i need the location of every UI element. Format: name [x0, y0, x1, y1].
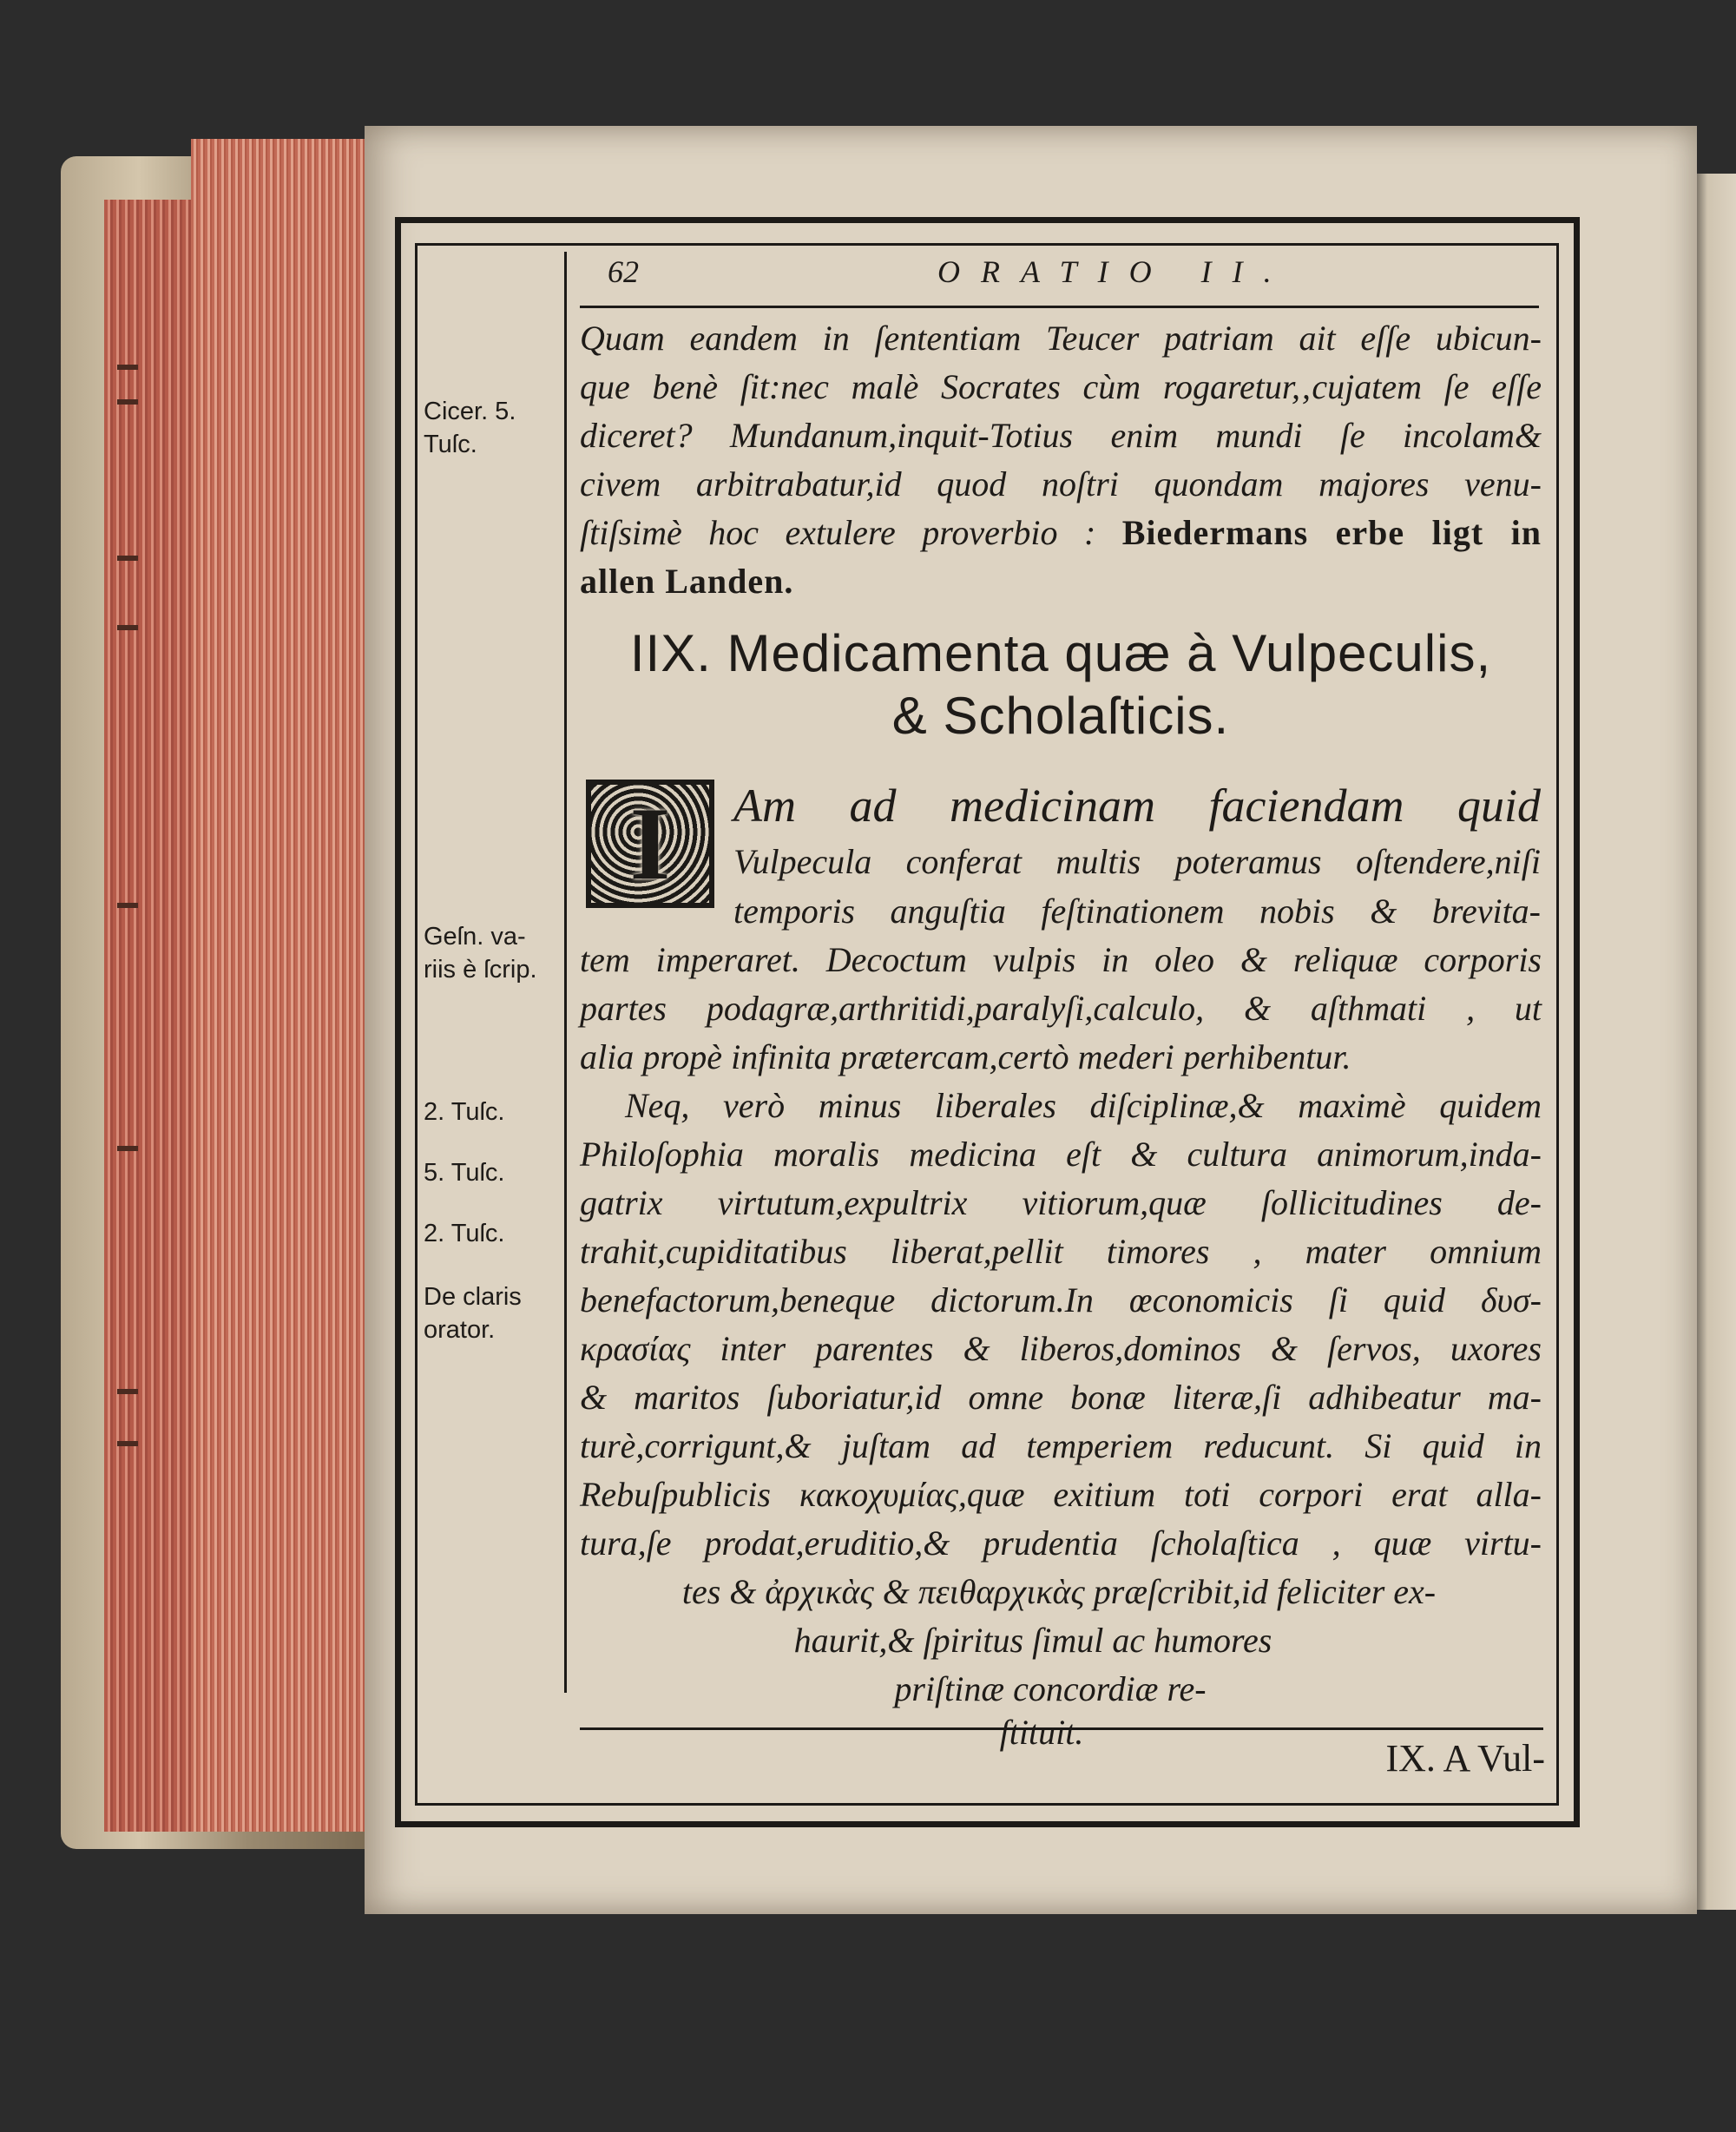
running-title: ORATIO II. [937, 254, 1292, 289]
margin-note: 2. Tuſc. [424, 1220, 505, 1247]
section-heading-line1: IIX. Medicamenta quæ à Vulpeculis, [629, 624, 1492, 682]
text-line: turè,corrigunt,& juſtam ad temperiem reducunt. Si quid in [580, 1426, 1542, 1465]
text-line: diceret? Mundanum,inquit-Totius enim mundi ſe incolam& [580, 416, 1542, 455]
text-line: & maritos ſuboriatur,id omne bonæ literæ,ſi adhibeatur ma- [580, 1378, 1542, 1417]
text-line: Philoſophia moralis medicina eſt & cultura animorum,inda- [580, 1135, 1542, 1174]
initial-letter: I [591, 785, 709, 903]
page-block-edges [191, 139, 373, 1832]
header-rule [580, 306, 1539, 308]
proverb-intro: ſtiſsimè hoc extulere proverbio : [580, 513, 1122, 552]
text-line: que benè ſit:nec malè Socrates cùm rogaretur,‚cujatem ſe eſſe [580, 367, 1542, 406]
text-line: alia propè infinita prætercam,certò mederi perhibentur. [580, 1037, 1351, 1076]
proverb-gothic-end: allen Landen. [580, 562, 794, 601]
margin-note: 2. Tuſc. [424, 1098, 505, 1126]
text-line: tura,ſe prodat,eruditio,& prudentia ſcholaſtica , quæ virtu- [580, 1523, 1542, 1563]
text-line: trahit,cupiditatibus liberat,pellit timores , mater omnium [580, 1232, 1542, 1271]
text-line-taper: ſtituit. [999, 1713, 1084, 1752]
margin-note: De claris orator. [424, 1283, 522, 1344]
decorated-initial [586, 780, 714, 908]
text-line: tem imperaret. Decoctum vulpis in oleo & reliquæ corporis [580, 940, 1542, 979]
page-number: 62 [608, 254, 639, 289]
margin-note: 5. Tuſc. [424, 1159, 505, 1187]
text-line: gatrix virtutum,expultrix vitiorum,quæ ſollicitudines de- [580, 1183, 1542, 1222]
running-head [608, 253, 1545, 297]
text-line: Quam eandem in ſententiam Teucer patriam ait eſſe ubicun- [580, 319, 1542, 358]
text-line-mixed [580, 509, 1542, 557]
margin-note: Cicer. 5. Tuſc. [424, 398, 516, 458]
margin-note: Geſn. va- riis è ſcrip. [424, 923, 537, 984]
text-line: benefactorum,beneque dictorum.In œconomicis ſi quid δυσ- [580, 1280, 1542, 1319]
text-line: temporis anguſtia feſtinationem nobis & brevita- [733, 892, 1541, 931]
catchword: IX. A Vul- [1385, 1737, 1545, 1780]
text-line: Neq, verò minus liberales diſciplinæ,& maximè quidem [625, 1086, 1542, 1125]
text-line: Vulpecula conferat multis poteramus oſtendere,niſi [733, 842, 1541, 881]
text-line: Rebuſpublicis κακοχυμίας,quæ exitium toti corpori erat alla- [580, 1475, 1542, 1514]
proverb-gothic: Biedermans erbe ligt in [1121, 513, 1542, 552]
text-line: κρασίας inter parentes & liberos,dominos & ſervos, uxores [580, 1329, 1542, 1368]
first-line: Am ad medicinam faciendam quid [733, 780, 1541, 832]
margin-column-rule [564, 252, 567, 1693]
section-heading-line2: & Scholaſticis. [891, 687, 1230, 745]
text-line: partes podagræ,arthritidi,paralyſi,calculo, & aſthmati , ut [580, 989, 1542, 1028]
text-line-taper: tes & ἀρχικὰς & πειθαρχικὰς præſcribit,id feliciter ex- [681, 1572, 1437, 1611]
text-line-taper: priſtinæ concordiæ re- [894, 1669, 1207, 1708]
text-line: civem arbitrabatur,id quod noſtri quondam majores venu- [580, 464, 1542, 503]
fore-edge-marks [117, 365, 143, 1493]
text-line-taper: haurit,& ſpiritus ſimul ac humores [793, 1621, 1272, 1660]
